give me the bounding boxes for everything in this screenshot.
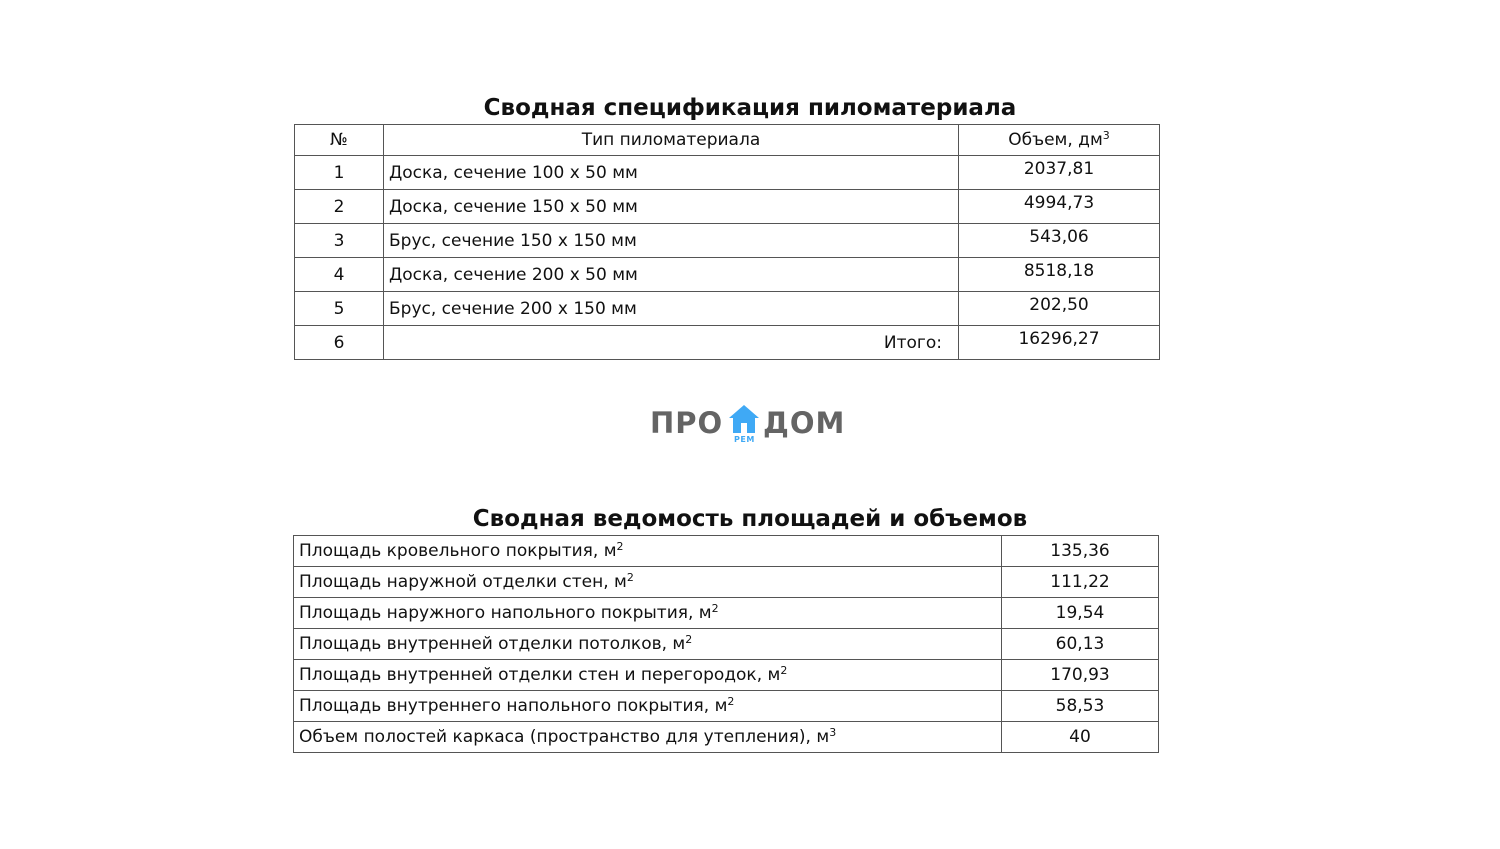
table-row bbox=[294, 629, 1159, 660]
area-label bbox=[294, 691, 1002, 722]
table-row bbox=[294, 660, 1159, 691]
unit-exponent: 2 bbox=[626, 571, 634, 584]
area-label-text: Площадь кровельного покрытия, м bbox=[299, 541, 617, 561]
area-label-text: Площадь внутренней отделки стен и перегородок, м bbox=[299, 665, 781, 685]
row-num: 3 bbox=[295, 224, 384, 258]
header-volume bbox=[959, 125, 1160, 156]
table-row bbox=[295, 190, 1160, 224]
area-label-text: Площадь наружной отделки стен, м bbox=[299, 572, 627, 592]
areas-title: Сводная ведомость площадей и объемов bbox=[472, 506, 1028, 532]
header-volume-unit-exp: 3 bbox=[1102, 129, 1110, 142]
area-label bbox=[294, 629, 1002, 660]
table-row bbox=[294, 536, 1159, 567]
row-volume: 2037,81 bbox=[959, 156, 1160, 190]
house-icon bbox=[728, 404, 760, 434]
area-label bbox=[294, 598, 1002, 629]
total-num: 6 bbox=[295, 326, 384, 360]
row-type: Доска, сечение 150 х 50 мм bbox=[384, 190, 959, 224]
area-label-text: Площадь внутреннего напольного покрытия, м bbox=[299, 696, 728, 716]
area-value: 58,53 bbox=[1002, 691, 1159, 722]
table-row bbox=[294, 567, 1159, 598]
table-row bbox=[295, 258, 1160, 292]
logo-word-left: ПРО bbox=[650, 406, 724, 440]
area-value: 19,54 bbox=[1002, 598, 1159, 629]
row-num: 5 bbox=[295, 292, 384, 326]
table-row bbox=[294, 691, 1159, 722]
header-num: № bbox=[295, 125, 384, 156]
row-num: 1 bbox=[295, 156, 384, 190]
row-type: Доска, сечение 100 х 50 мм bbox=[384, 156, 959, 190]
area-label bbox=[294, 536, 1002, 567]
row-type: Брус, сечение 200 х 150 мм bbox=[384, 292, 959, 326]
total-row bbox=[295, 326, 1160, 360]
areas-table bbox=[293, 535, 1159, 753]
logo-subtext: РЕМ bbox=[734, 435, 755, 444]
table-header-row bbox=[295, 125, 1160, 156]
table-row bbox=[295, 224, 1160, 258]
unit-exponent: 2 bbox=[727, 695, 735, 708]
header-volume-label: Объем, дм bbox=[1008, 130, 1103, 150]
area-value: 40 bbox=[1002, 722, 1159, 753]
table-row bbox=[295, 292, 1160, 326]
table-row bbox=[294, 722, 1159, 753]
table-row bbox=[294, 598, 1159, 629]
lumber-spec-table bbox=[294, 124, 1160, 360]
area-label bbox=[294, 660, 1002, 691]
area-label bbox=[294, 567, 1002, 598]
spec-title: Сводная спецификация пиломатериала bbox=[483, 95, 1017, 121]
row-volume: 543,06 bbox=[959, 224, 1160, 258]
row-volume: 8518,18 bbox=[959, 258, 1160, 292]
area-label bbox=[294, 722, 1002, 753]
header-type: Тип пиломатериала bbox=[384, 125, 959, 156]
area-label-text: Объем полостей каркаса (пространство для утепления), м bbox=[299, 727, 830, 747]
area-label-text: Площадь внутренней отделки потолков, м bbox=[299, 634, 686, 654]
row-num: 4 bbox=[295, 258, 384, 292]
unit-exponent: 2 bbox=[780, 664, 788, 677]
unit-exponent: 3 bbox=[829, 726, 837, 739]
row-num: 2 bbox=[295, 190, 384, 224]
row-type: Брус, сечение 150 х 150 мм bbox=[384, 224, 959, 258]
area-value: 60,13 bbox=[1002, 629, 1159, 660]
prodom-logo bbox=[650, 402, 850, 450]
table-row bbox=[295, 156, 1160, 190]
area-label-text: Площадь наружного напольного покрытия, м bbox=[299, 603, 712, 623]
unit-exponent: 2 bbox=[685, 633, 693, 646]
unit-exponent: 2 bbox=[711, 602, 719, 615]
area-value: 135,36 bbox=[1002, 536, 1159, 567]
unit-exponent: 2 bbox=[616, 540, 624, 553]
logo-word-right: ДОМ bbox=[763, 406, 846, 440]
total-volume: 16296,27 bbox=[959, 326, 1160, 360]
area-value: 111,22 bbox=[1002, 567, 1159, 598]
row-volume: 4994,73 bbox=[959, 190, 1160, 224]
area-value: 170,93 bbox=[1002, 660, 1159, 691]
row-type: Доска, сечение 200 х 50 мм bbox=[384, 258, 959, 292]
total-label: Итого: bbox=[384, 326, 959, 360]
row-volume: 202,50 bbox=[959, 292, 1160, 326]
